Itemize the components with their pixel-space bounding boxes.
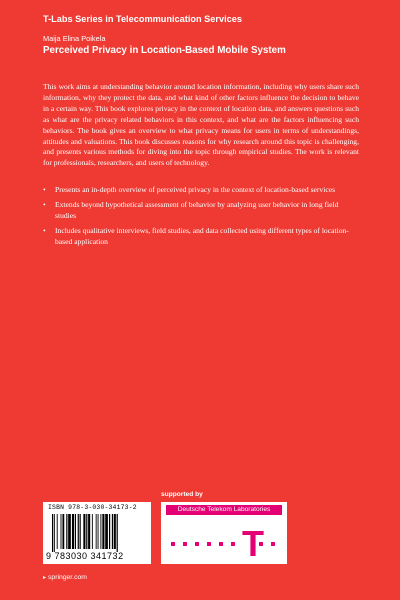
series-name: T-Labs Series in Telecommunication Services	[43, 14, 242, 24]
feature-list	[43, 185, 359, 252]
book-title: Perceived Privacy in Location-Based Mobile System	[43, 45, 286, 56]
sponsor-name: Deutsche Telekom Laboratories	[166, 505, 282, 515]
barcode-bar	[112, 514, 113, 549]
barcode-bar	[66, 514, 67, 549]
barcode-bars	[52, 514, 144, 552]
feature-text: Extends beyond hypothetical assessment of behavior by analyzing user behavior in long field studies	[55, 199, 339, 220]
barcode-bar	[102, 514, 104, 549]
publisher-link[interactable]	[43, 574, 87, 581]
publisher-url: springer.com	[48, 574, 87, 581]
feature-text: Presents an in-depth overview of perceived privacy in the context of location-based services	[55, 185, 336, 194]
barcode-bar	[88, 514, 90, 549]
barcode-number: 9 783030 341732	[46, 551, 124, 561]
barcode-bar	[54, 514, 55, 552]
bullet-icon: •	[43, 225, 46, 235]
book-description: This work aims at understanding behavior around location information, including why users share such information, why they protect the data, and what kind of other factors influence the decision to behave in a certain way. This book explores privacy in the context of location data, and answers questions such as what are the privacy related behaviors in this context, and what are the factors influencing such behaviors. The book gives an overview to what privacy means for users in terms of understandings, attitudes and valuations. This book discusses reasons for why research around this topic is challenging, and presents various methods for diving into the topic through empirical studies. The work is relevant for professionals, researchers, and users of technology.	[43, 82, 359, 168]
bullet-icon: •	[43, 199, 46, 209]
barcode-bar	[57, 514, 58, 549]
barcode-bar	[105, 514, 108, 549]
barcode-bar	[98, 514, 99, 549]
isbn-barcode	[43, 502, 151, 564]
bullet-icon: •	[43, 185, 46, 194]
barcode-bar	[61, 514, 62, 549]
barcode-bar	[78, 514, 79, 549]
feature-item	[43, 226, 359, 248]
telekom-logo-icon	[161, 516, 287, 562]
barcode-bar	[96, 514, 97, 549]
barcode-bar	[109, 514, 110, 549]
barcode-bar	[52, 514, 53, 552]
author-name: Maija Elina Poikela	[43, 34, 106, 43]
barcode-bar	[72, 514, 74, 549]
telekom-t-letter: T	[242, 523, 264, 562]
barcode-bar	[62, 514, 64, 549]
barcode-bar	[100, 514, 101, 549]
isbn-label: ISBN 978-3-030-34173-2	[48, 504, 137, 511]
barcode-bar	[86, 514, 87, 549]
barcode-bar	[68, 514, 71, 549]
feature-text: Includes qualitative interviews, field studies, and data collected using different types of location-based application	[55, 225, 349, 246]
barcode-bar	[80, 514, 81, 549]
feature-item	[43, 200, 359, 222]
barcode-bar	[114, 514, 116, 549]
supported-by-label: supported by	[161, 491, 203, 498]
sponsor-logo-box	[161, 502, 287, 564]
barcode-bar	[83, 514, 85, 549]
barcode-bar	[117, 514, 118, 552]
barcode-bar	[75, 514, 76, 549]
feature-item	[43, 185, 359, 196]
arrow-icon: ▸	[43, 575, 47, 581]
barcode-bar	[92, 514, 93, 549]
